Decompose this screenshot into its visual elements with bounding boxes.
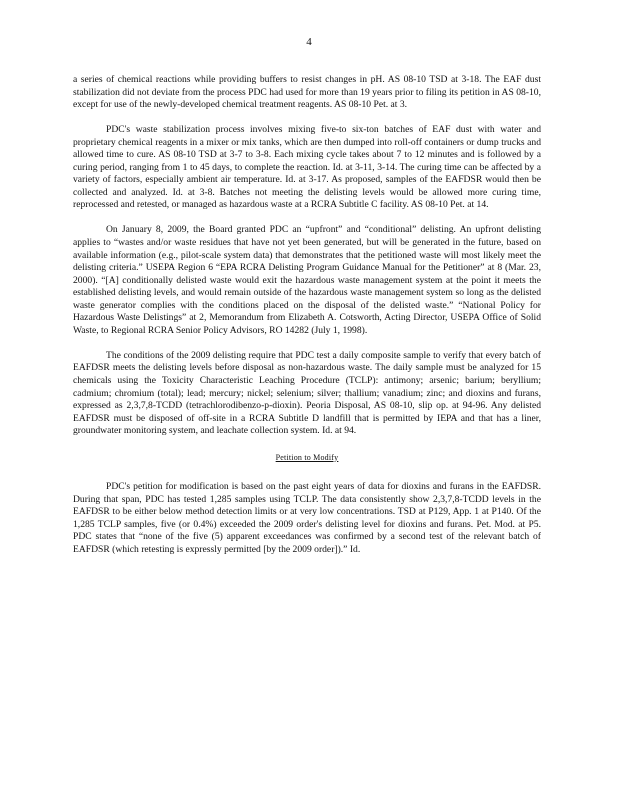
paragraph-2: PDC's waste stabilization process involves mixing five-to six-ton batches of EAF dust with water and proprietary chemical reagents in a mixer or mix tanks, which are then dumped into roll-off containers or dump trucks and allowed time to cure. AS 08-10 TSD at 3-7 to 3-8. Each mixing cycle takes about 7 to 12 minutes and is followed by a curing period, ranging from 1 to 45 days, to complete the reaction. Id. at 3-11, 3-14. The curing time can be affected by a variety of factors, especially ambient air temperature. Id. at 3-17. As proposed, samples of the EAFDSR would then be collected and analyzed. Id. at 3-8. Batches not meeting the delisting levels would be allowed more curing time, reprocessed and retested, or managed as hazardous waste at a RCRA Subtitle C facility. AS 08-10 Pet. at 14. xyxy=(73,124,541,211)
body-text xyxy=(73,74,541,569)
page-number: 4 xyxy=(306,36,312,48)
paragraph-3: On January 8, 2009, the Board granted PDC an “upfront” and “conditional” delisting. An upfront delisting applies to “wastes and/or waste residues that have not yet been generated, but will be generated in the future, based on available information (e.g., pilot-scale system data) that demonstrates that the petitioned waste will most likely meet the delisting criteria.” USEPA Region 6 “EPA RCRA Delisting Program Guidance Manual for the Petitioner” at 8 (Mar. 23, 2000). “[A] conditionally delisted waste would exit the hazardous waste management system at the point it meets the established delisting levels, and would remain outside of the hazardous waste management system so long as the delisted waste generator complies with the conditions placed on the disposal of the delisted waste.” “National Policy for Hazardous Waste Delistings” at 2, Memorandum from Elizabeth A. Cotsworth, Acting Director, USEPA Office of Solid Waste, to Regional RCRA Senior Policy Advisors, RO 14282 (July 1, 1998). xyxy=(73,224,541,336)
section-heading: Petition to Modify xyxy=(275,452,339,462)
paragraph-5: PDC's petition for modification is based on the past eight years of data for dioxins and furans in the EAFDSR. During that span, PDC has tested 1,285 samples using TCLP. The data consistently show 2,3,7,8-TCDD levels in the EAFDSR to be either below method detection limits or at very low concentrations. TSD at P129, App. 1 at P140. Of the 1,285 TCLP samples, five (or 0.4%) exceeded the 2009 order's delisting level for dioxins and furans. Pet. Mod. at P5. PDC states that “none of the five (5) apparent exceedances was confirmed by a second test of the relevant batch of EAFDSR (which retesting is expressly permitted [by the 2009 order]).” Id. xyxy=(73,481,541,555)
paragraph-4: The conditions of the 2009 delisting require that PDC test a daily composite sample to verify that every batch of EAFDSR meets the delisting levels before disposal as non-hazardous waste. The daily sample must be analyzed for 15 chemicals using the Toxicity Characteristic Leaching Procedure (TCLP): antimony; arsenic; barium; beryllium; cadmium; chromium (total); lead; mercury; nickel; selenium; silver; thallium; vanadium; zinc; and dioxins and furans, expressed as 2,3,7,8-TCDD (tetrachlorodibenzo-p-dioxin). Peoria Disposal, AS 08-10, slip op. at 94-96. Any delisted EAFDSR must be disposed of off-site in a RCRA Subtitle D landfill that is permitted by IEPA and that has a liner, groundwater monitoring system, and leachate collection system. Id. at 94. xyxy=(73,349,541,437)
paragraph-1: a series of chemical reactions while providing buffers to resist changes in pH. AS 08-10 TSD at 3-18. The EAF dust stabilization did not deviate from the process PDC had used for more than 19 years prior to filing its petition in AS 08-10, except for use of the newly-developed chemical treatment reagents. AS 08-10 Pet. at 3. xyxy=(73,74,541,111)
